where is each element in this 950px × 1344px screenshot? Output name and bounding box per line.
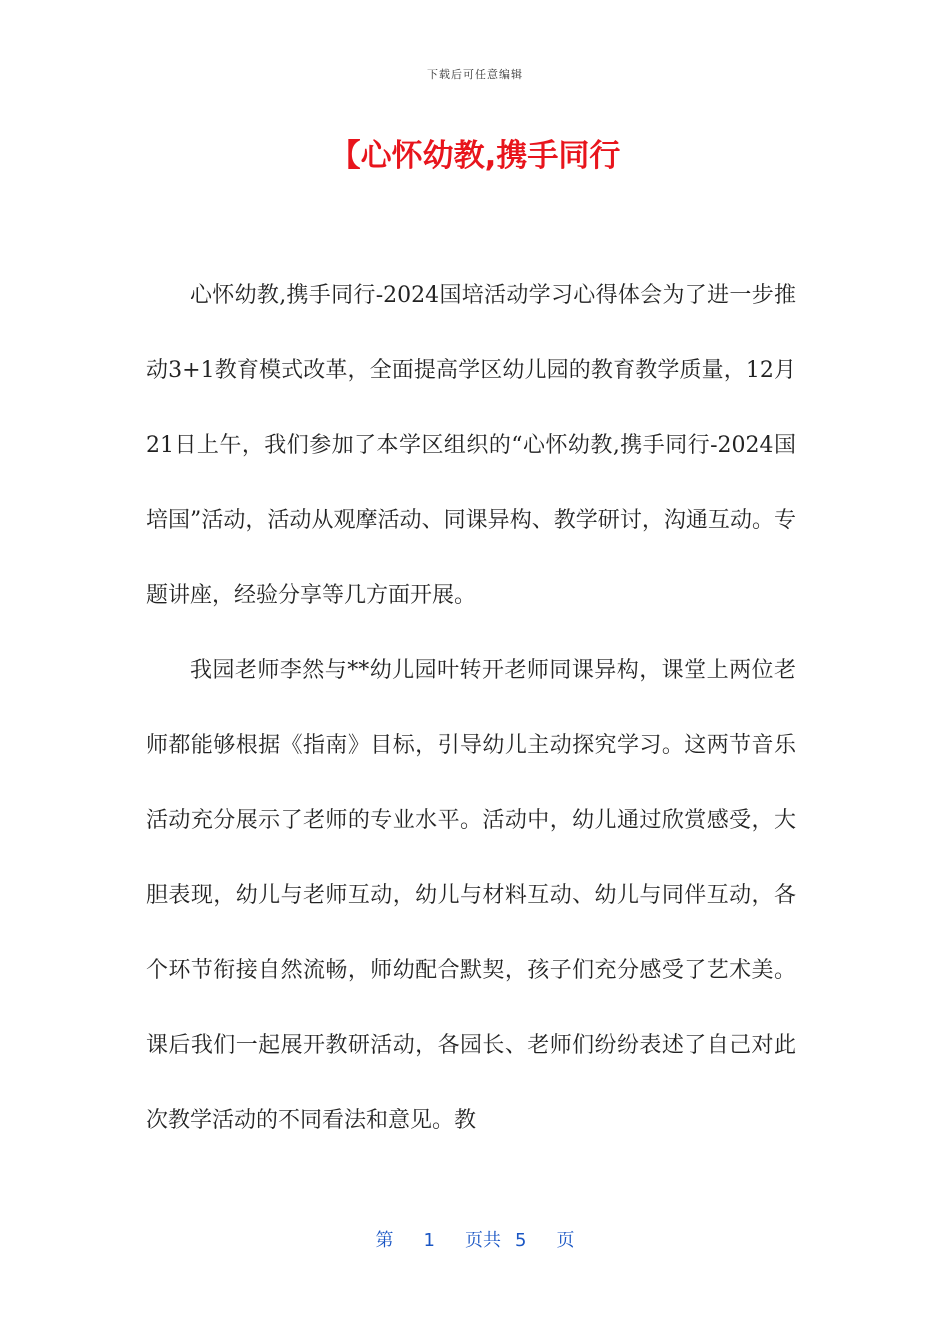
document-body bbox=[146, 258, 796, 1158]
page-middle-label: 页共 bbox=[465, 1230, 501, 1251]
paragraph-2: 我园老师李然与**幼儿园叶转开老师同课异构，课堂上两位老师都能够根据《指南》目标，引导幼儿主动探究学习。这两节音乐活动充分展示了老师的专业水平。活动中，幼儿通过欣赏感受，大胆表现，幼儿与老师互动，幼儿与材料互动、幼儿与同伴互动，各个环节衔接自然流畅，师幼配合默契，孩子们充分感受了艺术美。课后我们一起展开教研活动，各园长、老师们纷纷表述了自己对此次教学活动的不同看法和意见。教 bbox=[146, 658, 796, 1133]
current-page-number: 1 bbox=[423, 1230, 435, 1251]
total-pages-number: 5 bbox=[515, 1230, 527, 1251]
page-footer bbox=[0, 1226, 950, 1252]
paragraph-1: 心怀幼教,携手同行-2024国培活动学习心得体会为了进一步推动3+1教育模式改革，全面提高学区幼儿园的教育教学质量，12月21日上午，我们参加了本学区组织的“心怀幼教,携手同行-2024国培国”活动，活动从观摩活动、同课异构、教学研讨，沟通互动。专题讲座，经验分享等几方面开展。 bbox=[146, 283, 796, 608]
document-title: 【心怀幼教,携手同行 bbox=[329, 138, 621, 174]
page-prefix: 第 bbox=[375, 1230, 394, 1251]
page-suffix: 页 bbox=[556, 1230, 575, 1251]
header-note: 下载后可任意编辑 bbox=[427, 68, 523, 81]
